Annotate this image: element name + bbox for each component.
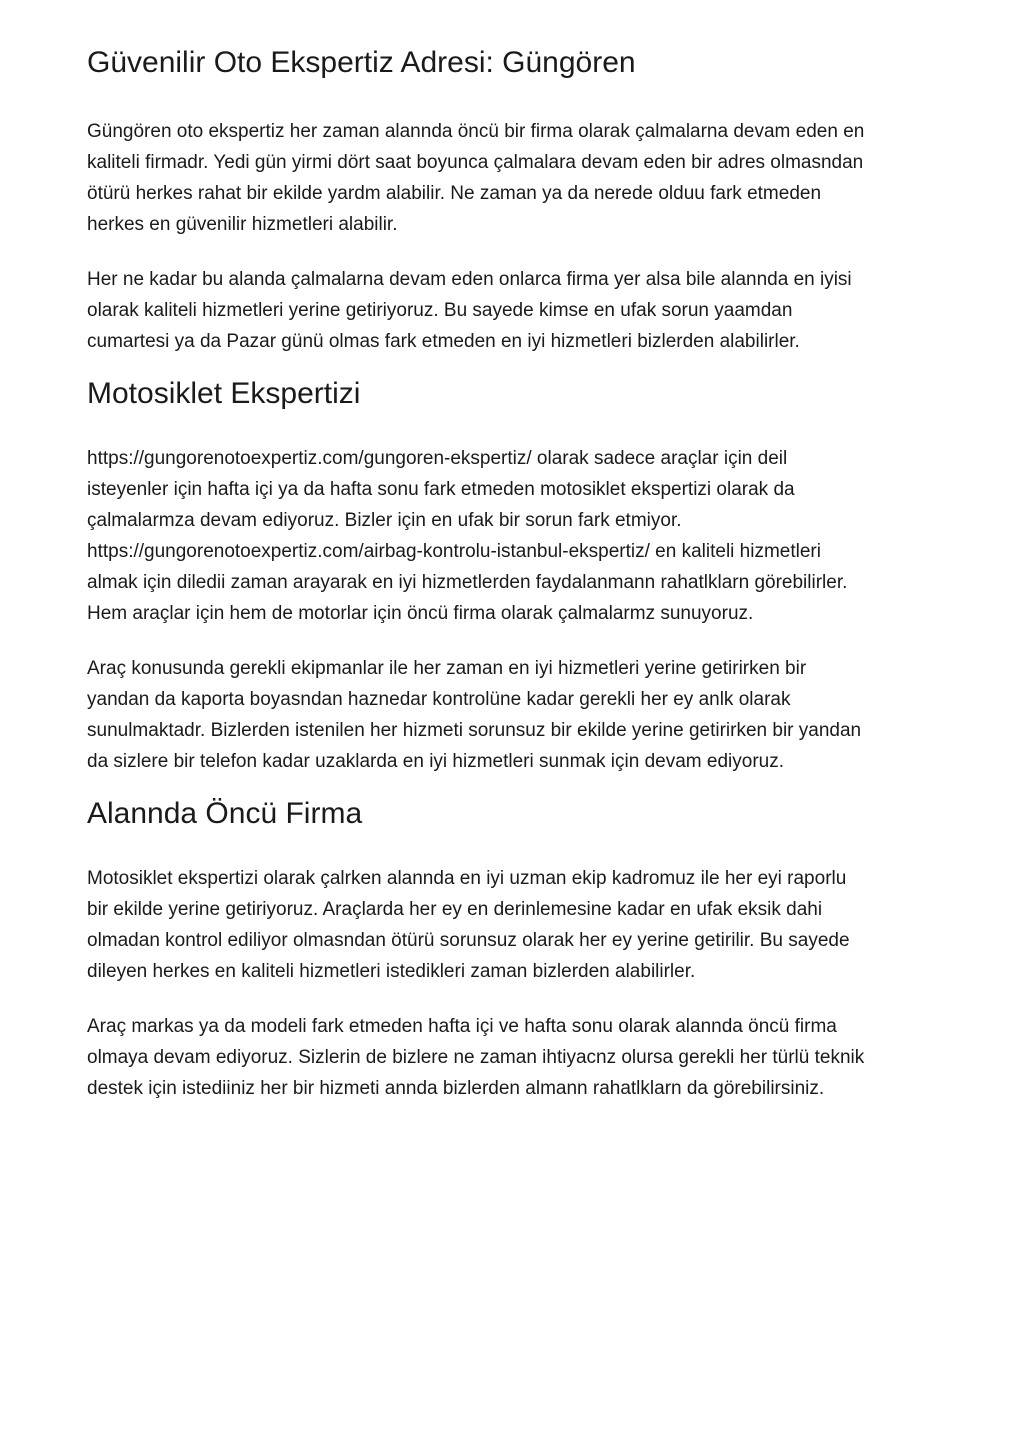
paragraph: Her ne kadar bu alanda çalmalarna devam eden onlarca firma yer alsa bile alannda en iyisi olarak kaliteli hizmetleri yerine getiriyoruz. Bu sayede kimse en ufak sorun yaamdan cumartesi ya da Pazar günü olmas fark etmeden en iyi hizmetleri bizlerden alabilirler.	[87, 269, 852, 352]
paragraph: Araç konusunda gerekli ekipmanlar ile her zaman en iyi hizmetleri yerine getirirken bir yandan da kaporta boyasndan haznedar kontrolüne kadar gerekli her ey anlk olarak sunulmaktadr. Bizlerden istenilen her hizmeti sorunsuz bir ekilde yerine getirirken bir yandan da sizlere bir telefon kadar uzaklarda en iyi hizmetleri sunmak için devam ediyoruz.	[87, 658, 862, 772]
section-heading: Güvenilir Oto Ekspertiz Adresi: Güngören	[87, 46, 636, 79]
paragraph: Araç markas ya da modeli fark etmeden hafta içi ve hafta sonu olarak alannda öncü firma olmaya devam ediyoruz. Sizlerin de bizlere ne zaman ihtiyacnz olursa gerekli her türlü teknik destek için istediiniz her bir hizmeti annda bizlerden almann rahatlklarn da görebilirsiniz.	[87, 1016, 865, 1099]
paragraph: https://gungorenotoexpertiz.com/gungoren-ekspertiz/ olarak sadece araçlar için deil isteyenler için hafta içi ya da hafta sonu fark etmeden motosiklet ekspertizi olarak da çalmalarmza devam ediyoruz. Bizler için en ufak bir sorun fark etmiyor. https://gungorenotoexpertiz.com/airbag-kontrolu-istanbul-ekspertiz/ en kaliteli hizmetleri almak için diledii zaman arayarak en iyi hizmetlerden faydalanmann rahatlklarn görebilirler. Hem araçlar için hem de motorlar için öncü firma olarak çalmalarmz sunuyoruz.	[87, 448, 848, 624]
paragraph: Motosiklet ekspertizi olarak çalrken alannda en iyi uzman ekip kadromuz ile her eyi raporlu bir ekilde yerine getiriyoruz. Araçlarda her ey en derinlemesine kadar en ufak eksik dahi olmadan kontrol ediliyor olmasndan ötürü sorunsuz olarak her ey yerine getirilir. Bu sayede dileyen herkes en kaliteli hizmetleri istedikleri zaman bizlerden alabilirler.	[87, 868, 850, 982]
section-heading: Alannda Öncü Firma	[87, 797, 363, 830]
paragraph: Güngören oto ekspertiz her zaman alannda öncü bir firma olarak çalmalarna devam eden en kaliteli firmadr. Yedi gün yirmi dört saat boyunca çalmalara devam eden bir adres olmasndan ötürü herkes rahat bir ekilde yardm alabilir. Ne zaman ya da nerede olduu fark etmeden herkes en güvenilir hizmetleri alabilir.	[87, 121, 865, 235]
section-heading: Motosiklet Ekspertizi	[87, 377, 361, 410]
